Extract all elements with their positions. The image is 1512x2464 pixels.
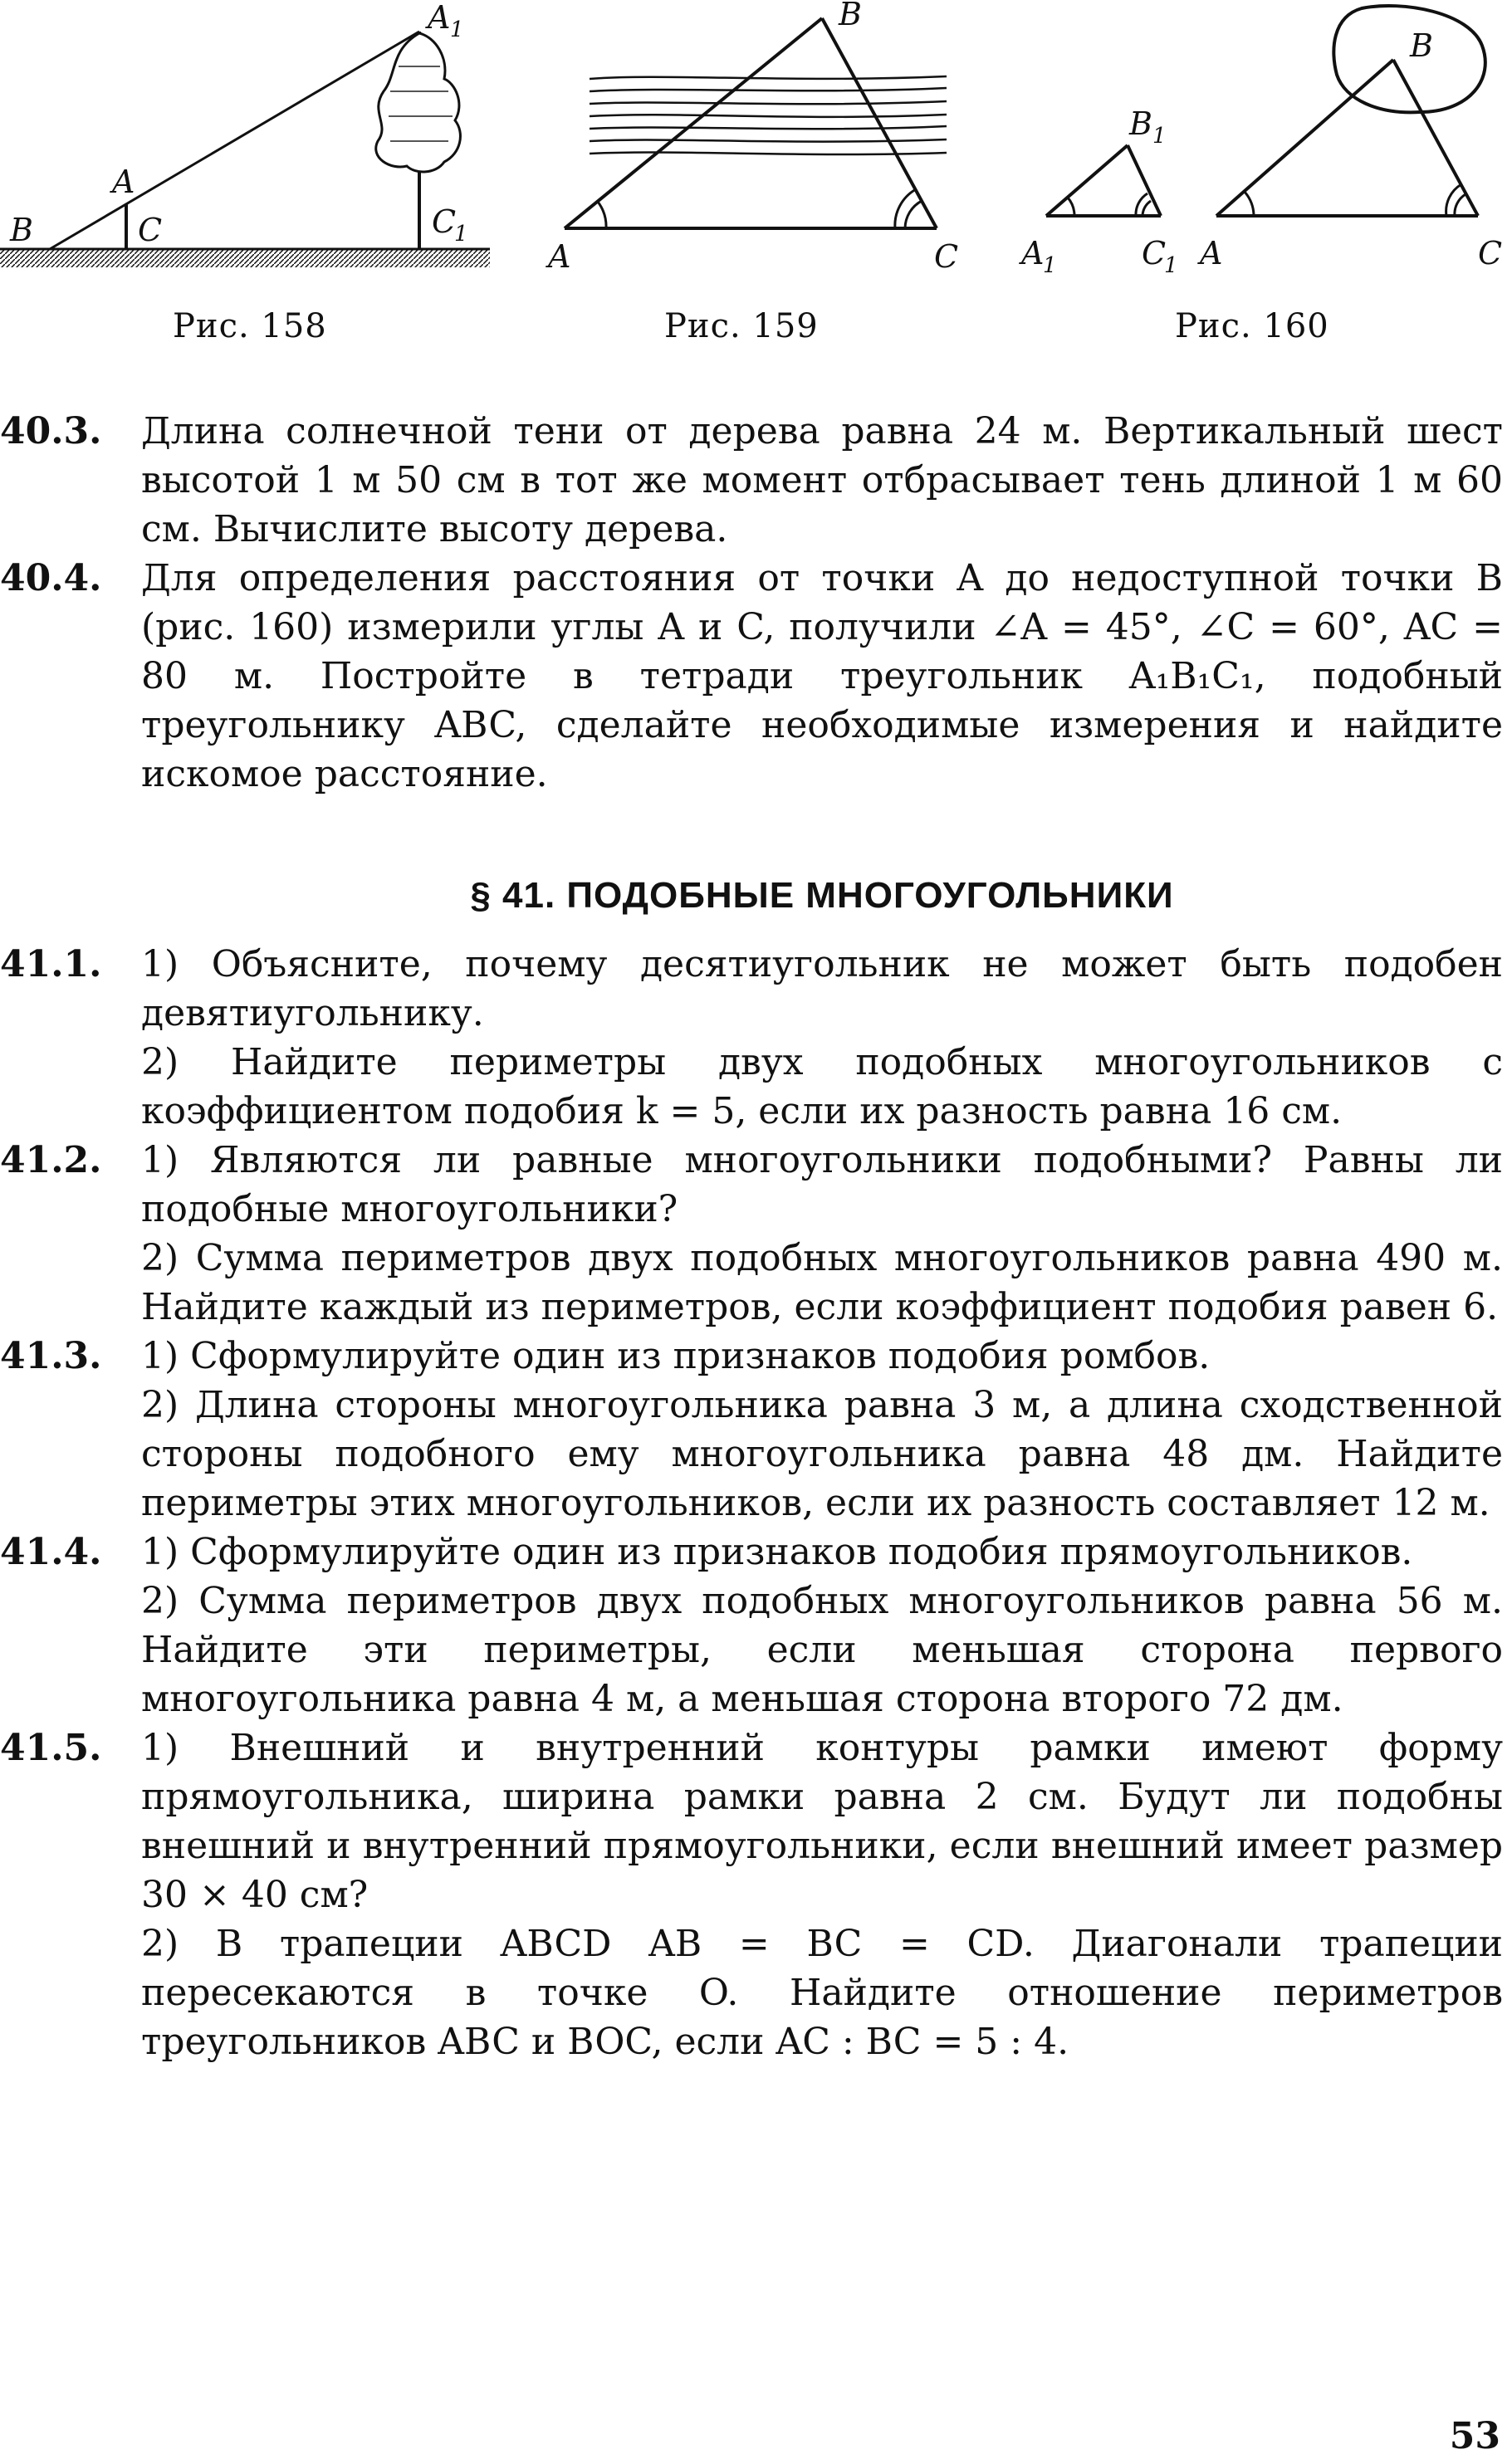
- fig160-label-b1: B: [1129, 105, 1152, 142]
- sun-ray-line: [50, 32, 419, 249]
- problem-part-1: 1) Объясните, почему десятиугольник не может быть подобен девятиугольнику.: [141, 943, 1503, 1034]
- problem-body: [141, 1332, 1503, 1528]
- big-angle-c-arc-inner: [1455, 194, 1466, 216]
- fig160-label-a1-sub: 1: [1043, 253, 1057, 278]
- big-angle-a-arc: [1244, 191, 1254, 216]
- tree-crown: [376, 33, 461, 172]
- problem-body: [141, 407, 1503, 554]
- problem-41-2: [0, 1136, 1503, 1332]
- problem-40-3: [0, 407, 1503, 554]
- problem-number: 41.2.: [0, 1139, 102, 1181]
- problem-body: [141, 1136, 1503, 1332]
- big-side-ab: [1216, 60, 1393, 216]
- fig158-label-c1-sub: 1: [454, 222, 468, 247]
- section-title: § 41. ПОДОБНЫЕ МНОГОУГОЛЬНИКИ: [470, 875, 1174, 916]
- figure-160-caption: Рис. 160: [1175, 307, 1329, 345]
- problem-part-1: 1) Являются ли равные многоугольники подобными? Равны ли подобные многоугольники?: [141, 1139, 1503, 1230]
- problem-number: 40.4.: [0, 557, 102, 599]
- small-side-b1c1: [1128, 145, 1161, 216]
- figures-row: [0, 0, 1512, 345]
- problem-number: 41.1.: [0, 943, 102, 985]
- figure-158: [0, 0, 498, 345]
- problem-41-4: [0, 1528, 1503, 1723]
- small-side-a1b1: [1046, 145, 1128, 216]
- small-angle-c1-arc-inner: [1143, 201, 1151, 216]
- figure-159-drawing: [540, 0, 988, 299]
- problem-40-4: [0, 554, 1503, 799]
- page-content: [0, 407, 1503, 2066]
- problem-number: 41.5.: [0, 1727, 102, 1769]
- problem-part-2: 2) Сумма периметров двух подобных многоугольников равна 490 м. Найдите каждый из периметров, если коэффициент подобия равен 6.: [141, 1237, 1503, 1328]
- figure-158-drawing: [0, 0, 498, 299]
- fig160-label-c1-sub: 1: [1164, 253, 1178, 278]
- problem-number: 40.3.: [0, 410, 102, 452]
- problem-text: Длина солнечной тени от дерева равна 24 м. Вертикальный шест высотой 1 м 50 см в тот же момент отбрасывает тень длиной 1 м 60 см. Вычислите высоту дерева.: [141, 410, 1503, 550]
- fig160-label-c1: C: [1142, 235, 1167, 271]
- problem-part-2: 2) Длина стороны многоугольника равна 3 м, а длина сходственной стороны подобного ему многоугольника равна 48 дм. Найдите периметры этих многоугольников, если их разность составляет 12 м.: [141, 1384, 1503, 1524]
- problem-41-5: [0, 1723, 1503, 2066]
- side-bc: [822, 18, 937, 228]
- figure-158-caption: Рис. 158: [173, 307, 327, 345]
- problem-body: [141, 554, 1503, 799]
- fig158-label-a: A: [112, 164, 135, 200]
- figure-159: [540, 0, 988, 345]
- angle-c-arc-inner: [905, 201, 922, 228]
- problem-part-1: 1) Внешний и внутренний контуры рамки имеют форму прямоугольника, ширина рамки равна 2 см. Будут ли подобны внешний и внутренний прямоугольники, если внешний имеет размер 30 × 40 см?: [141, 1727, 1503, 1916]
- figure-160-drawing: [1005, 0, 1512, 299]
- problem-41-1: [0, 940, 1503, 1136]
- fig158-label-a1-sub: 1: [450, 17, 464, 42]
- problem-part-2: 2) В трапеции ABCD AB = BC = CD. Диагонали трапеции пересекаются в точке O. Найдите отношение периметров треугольников ABC и BOC, если AC : BC = 5 : 4.: [141, 1923, 1503, 2063]
- problem-part-1: 1) Сформулируйте один из признаков подобия прямоугольников.: [141, 1531, 1413, 1573]
- problem-body: [141, 1528, 1503, 1723]
- small-angle-a1-arc: [1068, 198, 1074, 216]
- fig158-label-c1: C: [432, 203, 457, 240]
- figure-159-caption: Рис. 159: [664, 307, 819, 345]
- fig158-label-c: C: [138, 212, 163, 248]
- fig160-label-b1-sub: 1: [1152, 124, 1167, 149]
- fig160-label-a: A: [1200, 235, 1223, 271]
- fig158-label-b: B: [10, 212, 33, 248]
- problem-number: 41.4.: [0, 1531, 102, 1573]
- fig159-label-c: C: [934, 238, 959, 275]
- problem-number: 41.3.: [0, 1335, 102, 1377]
- figure-160: [1005, 0, 1512, 345]
- problem-part-1: 1) Сформулируйте один из признаков подобия ромбов.: [141, 1335, 1211, 1377]
- problem-part-2: 2) Найдите периметры двух подобных многоугольников с коэффициентом подобия k = 5, если их разность равна 16 см.: [141, 1041, 1503, 1132]
- fig160-label-b: B: [1410, 27, 1433, 64]
- ground-hatch: [0, 249, 490, 267]
- fig160-label-a1: A: [1021, 235, 1045, 271]
- fig159-label-a: A: [548, 238, 571, 275]
- side-ab: [565, 18, 822, 228]
- river-lines: [590, 76, 947, 154]
- angle-a-arc: [598, 202, 606, 228]
- fig158-label-a1: A: [428, 0, 451, 36]
- problem-part-2: 2) Сумма периметров двух подобных многоугольников равна 56 м. Найдите эти периметры, если меньшая сторона первого многоугольника равна 4 м, а меньшая сторона второго 72 дм.: [141, 1580, 1503, 1720]
- problem-41-3: [0, 1332, 1503, 1528]
- fig160-label-c: C: [1478, 235, 1503, 271]
- page-number: 53: [1449, 2415, 1500, 2457]
- problem-text: Для определения расстояния от точки A до недоступной точки B (рис. 160) измерили углы A и C, получили ∠A = 45°, ∠C = 60°, AC = 80 м. Постройте в тетради треугольник A₁B₁C₁, подобный треугольнику ABC, сделайте необходимые измерения и найдите искомое расстояние.: [141, 557, 1504, 795]
- problem-body: [141, 1723, 1503, 2066]
- fig159-label-b: B: [839, 0, 862, 32]
- problem-body: [141, 940, 1503, 1136]
